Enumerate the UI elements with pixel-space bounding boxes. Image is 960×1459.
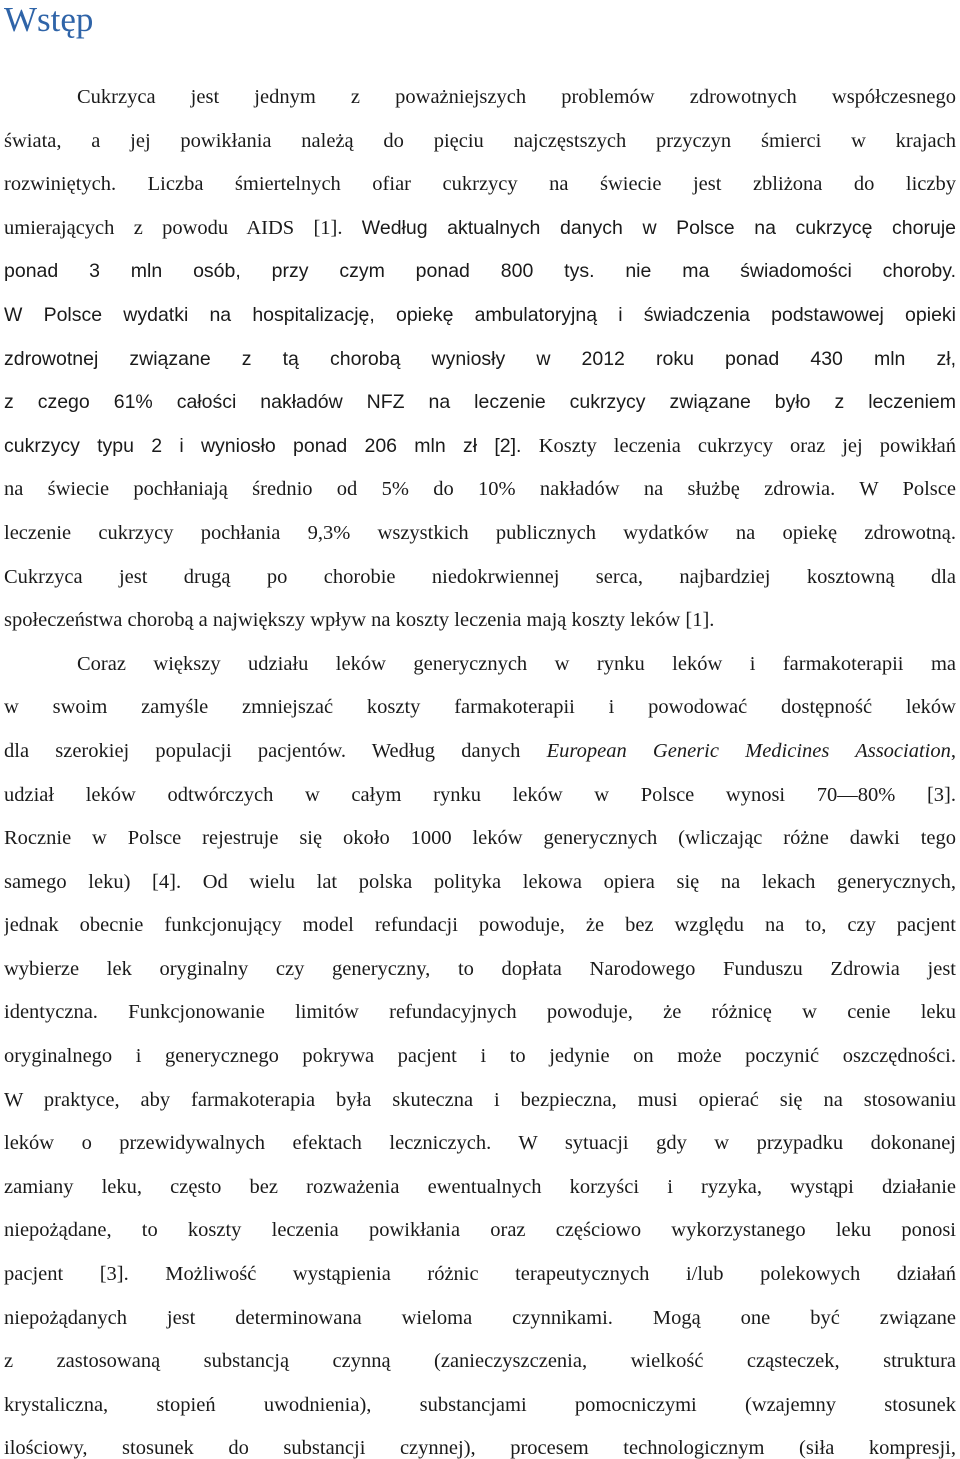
text-span: Cukrzyca jest drugą po chorobie niedokrwiennej serca, najbardziej kosztowną dla [4, 565, 956, 588]
text-line [4, 556, 956, 600]
text-span: umierających z powodu AIDS [1]. [4, 216, 362, 239]
text-span: jednak obecnie funkcjonujący model refundacji powoduje, że bez względu na to, czy pacjent [4, 914, 956, 937]
text-line [4, 861, 956, 905]
text-span: z zastosowaną substancją czynną (zanieczyszczenia, wielkość cząsteczek, struktura [4, 1350, 956, 1373]
text-span: cukrzycy typu 2 i wyniosło ponad 206 mln zł [2]. [4, 434, 539, 457]
text-span: udział leków odtwórczych w całym rynku leków w Polsce wynosi 70—80% [3]. [4, 783, 956, 806]
text-span: zdrowotnej związane z tą chorobą wyniosły w 2012 roku ponad 430 mln zł, [4, 347, 956, 370]
text-line [4, 120, 956, 164]
text-line [4, 338, 956, 382]
text-line [4, 163, 956, 207]
text-span: świata, a jej powikłania należą do pięciu najczęstszych przyczyn śmierci w krajach [4, 129, 956, 152]
text-line [4, 381, 956, 425]
text-line [4, 991, 956, 1035]
text-line [4, 425, 956, 469]
text-span: Cukrzyca jest jednym z poważniejszych problemów zdrowotnych współczesnego [77, 86, 956, 108]
text-line [4, 686, 956, 730]
text-span: na świecie pochłaniają średnio od 5% do 10% nakładów na służbę zdrowia. W Polsce [4, 478, 956, 501]
text-line [4, 1340, 956, 1384]
text-span: rozwiniętych. Liczba śmiertelnych ofiar cukrzycy na świecie jest zbliżona do liczby [4, 173, 956, 196]
text-span: W praktyce, aby farmakoterapia była skuteczna i bezpieczna, musi opierać się na stosowaniu [4, 1088, 956, 1111]
section-heading: Wstęp [4, 0, 94, 39]
text-line [4, 1253, 956, 1297]
text-span: W Polsce wydatki na hospitalizację, opiekę ambulatoryjną i świadczenia podstawowej opieki [4, 303, 956, 326]
text-line [4, 643, 956, 687]
text-span: niepożądanych jest determinowana wieloma czynnikami. Mogą one być związane [4, 1306, 956, 1329]
text-line [4, 730, 956, 774]
text-span: European Generic Medicines Association [546, 739, 951, 762]
text-line [4, 1297, 956, 1341]
text-span: zamiany leku, często bez rozważenia ewentualnych korzyści i ryzyka, wystąpi działanie [4, 1175, 956, 1198]
text-span: pacjent [3]. Możliwość wystąpienia różnic terapeutycznych i/lub polekowych działań [4, 1263, 956, 1286]
text-span: leczenie cukrzycy pochłania 9,3% wszystkich publicznych wydatków na opiekę zdrowotną. [4, 521, 956, 544]
text-span: Coraz większy udziału leków generycznych w rynku leków i farmakoterapii ma [77, 652, 956, 675]
text-line [4, 76, 956, 120]
text-line [4, 1166, 956, 1210]
text-span: społeczeństwa chorobą a największy wpływ na koszty leczenia mają koszty leków [1]. [4, 609, 715, 632]
text-line [4, 774, 956, 818]
text-line [4, 1384, 956, 1428]
text-line [4, 207, 956, 251]
text-line [4, 599, 956, 643]
text-span: Według aktualnych danych w Polsce na cukrzycę choruje [361, 216, 956, 239]
text-span: w swoim zamyśle zmniejszać koszty farmakoterapii i powodować dostępność leków [4, 696, 956, 719]
text-line [4, 1209, 956, 1253]
text-line [4, 1427, 956, 1459]
text-span: oryginalnego i generycznego pokrywa pacjent i to jedynie on może poczynić oszczędności. [4, 1045, 956, 1068]
text-span: Rocznie w Polsce rejestruje się około 1000 leków generycznych (wliczając różne dawki tego [4, 827, 956, 850]
text-span: z czego 61% całości nakładów NFZ na leczenie cukrzycy związane było z leczeniem [4, 391, 956, 414]
text-span: identyczna. Funkcjonowanie limitów refundacyjnych powoduje, że różnicę w cenie leku [4, 1001, 956, 1024]
text-line [4, 512, 956, 556]
text-line [4, 948, 956, 992]
text-span: niepożądane, to koszty leczenia powikłania oraz częściowo wykorzystanego leku ponosi [4, 1219, 956, 1242]
text-span: dla szerokiej populacji pacjentów. Według danych [4, 739, 547, 762]
text-span: Koszty leczenia cukrzycy oraz jej powikłań [538, 434, 956, 457]
text-span: wybierze lek oryginalny czy generyczny, to dopłata Narodowego Funduszu Zdrowia jest [4, 957, 956, 980]
text-line [4, 468, 956, 512]
text-line [4, 1035, 956, 1079]
text-line [4, 1122, 956, 1166]
body-text [4, 76, 956, 1459]
text-span: samego leku) [4]. Od wielu lat polska polityka lekowa opiera się na lekach generycznych, [4, 870, 956, 893]
text-span: leków o przewidywalnych efektach leczniczych. W sytuacji gdy w przypadku dokonanej [4, 1132, 956, 1155]
text-span: ilościowy, stosunek do substancji czynnej), procesem technologicznym (siła kompresji, [4, 1437, 956, 1459]
text-line [4, 250, 956, 294]
text-span: ponad 3 mln osób, przy czym ponad 800 tys. nie ma świadomości choroby. [4, 260, 956, 283]
text-line [4, 904, 956, 948]
text-line [4, 1079, 956, 1123]
text-line [4, 294, 956, 338]
text-line [4, 817, 956, 861]
text-span: krystaliczna, stopień uwodnienia), substancjami pomocniczymi (wzajemny stosunek [4, 1393, 956, 1416]
text-span: , [950, 739, 956, 762]
